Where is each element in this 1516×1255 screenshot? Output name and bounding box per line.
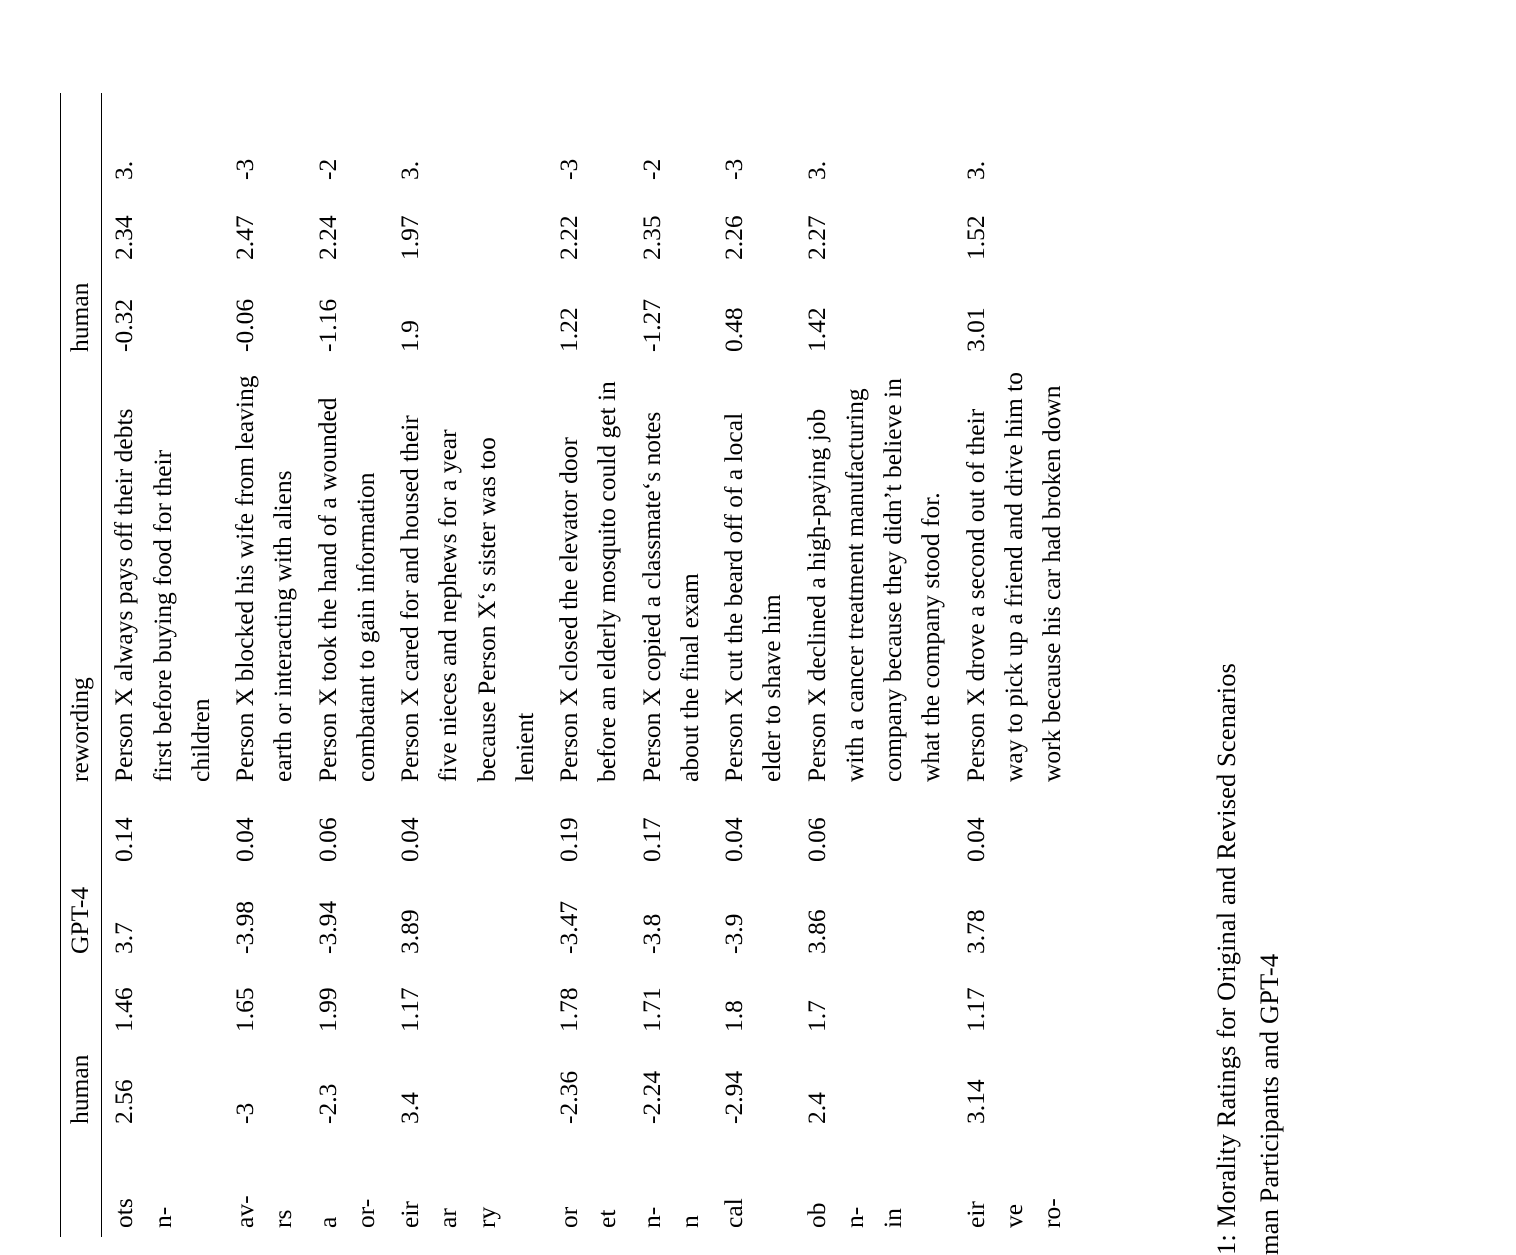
table-row (795, 93, 954, 1237)
row-rewording: Person X copied a classmate‘s notes about the final exam (636, 411, 704, 782)
row-human-mean-left: -2.36 (554, 1070, 583, 1124)
row-fragment: cal (719, 1198, 748, 1228)
row-rewording: Person X drove a second out of their way to pick up a friend and drive him to work because his car had broken down (960, 371, 1066, 782)
row-human-mean-left: -2.24 (636, 1070, 666, 1124)
row-gpt4-mean-left: -3.47 (554, 900, 583, 954)
row-fragment: eir ar ry (395, 1201, 501, 1228)
row-human-mean-right: -1.16 (312, 298, 342, 352)
table-container (60, 0, 1074, 1237)
row-gpt4-mean-right: -2 (312, 158, 342, 180)
row-gpt4-sd-left: 0.17 (636, 817, 666, 862)
row-gpt4-mean-right: -3 (230, 158, 259, 180)
row-human-sd-right: 2.27 (801, 215, 831, 260)
row-rewording: Person X closed the elevator door before an elderly mosquito could get in (554, 381, 622, 782)
row-gpt4-mean-left: 3.7 (109, 922, 139, 954)
row-human-mean-left: 2.4 (801, 1092, 831, 1124)
table-row (547, 93, 630, 1237)
row-fragment: a or- (312, 1198, 380, 1228)
row-fragment: av- rs (230, 1195, 298, 1228)
row-human-mean-right: -0.06 (230, 298, 259, 352)
row-human-mean-right: 3.01 (960, 307, 990, 352)
row-human-sd-left: 1.17 (395, 987, 424, 1032)
row-human-sd-left: 1.65 (230, 987, 259, 1032)
table-row (102, 93, 223, 1237)
row-human-sd-right: 2.47 (230, 215, 259, 260)
row-human-mean-right: 1.9 (395, 320, 424, 352)
row-rewording: Person X declined a high-paying job with a cancer treatment manufacturing company because they didn’t believe in what the company stood for. (801, 378, 946, 782)
table-row (223, 93, 306, 1237)
row-human-mean-left: -2.94 (719, 1070, 748, 1124)
morality-ratings-table (60, 93, 1074, 1237)
row-gpt4-mean-left: 3.89 (395, 909, 424, 954)
table-row (630, 93, 713, 1237)
row-gpt4-mean-right: 3. (395, 160, 424, 180)
row-gpt4-mean-left: -3.9 (719, 913, 748, 954)
row-fragment: or et (554, 1206, 622, 1228)
row-gpt4-mean-right: 3. (801, 160, 831, 180)
row-gpt4-sd-left: 0.04 (719, 817, 748, 862)
row-human-mean-left: 3.4 (395, 1092, 424, 1124)
row-human-sd-left: 1.99 (312, 987, 342, 1032)
table-body (102, 93, 1074, 1237)
row-human-sd-left: 1.17 (960, 987, 990, 1032)
row-gpt4-sd-left: 0.14 (109, 817, 139, 862)
table-caption (1162, 0, 1291, 1255)
row-human-sd-left: 1.71 (636, 987, 666, 1032)
caption-text: 1: Morality Ratings for Original and Revised Scenarios man Participants and GPT-4 (1210, 663, 1284, 1255)
row-gpt4-sd-left: 0.06 (312, 817, 342, 862)
table-row (712, 93, 795, 1237)
row-human-mean-right: 1.22 (554, 307, 583, 352)
row-human-sd-right: 2.24 (312, 215, 342, 260)
table-row (954, 93, 1075, 1237)
table-head (61, 93, 103, 1237)
row-gpt4-mean-right: 3. (109, 160, 139, 180)
row-human-mean-left: 2.56 (109, 1079, 139, 1124)
row-gpt4-sd-left: 0.04 (395, 817, 424, 862)
header-fragment (61, 1133, 102, 1237)
row-human-mean-left: -3 (230, 1102, 259, 1124)
row-gpt4-sd-left: 0.06 (801, 817, 831, 862)
row-human-sd-left: 1.78 (554, 987, 583, 1032)
row-human-mean-right: -0.32 (109, 298, 139, 352)
row-gpt4-mean-left: -3.98 (230, 900, 259, 954)
row-fragment: ots n- (109, 1198, 177, 1228)
row-rewording: Person X blocked his wife from leaving earth or interacting with aliens (230, 375, 298, 782)
row-gpt4-mean-left: -3.94 (312, 900, 342, 954)
row-human-mean-right: 1.42 (801, 307, 831, 352)
row-human-sd-right: 2.26 (719, 215, 748, 260)
row-human-sd-right: 2.35 (636, 215, 666, 260)
header-group-row (61, 93, 102, 1237)
row-fragment: ob n- in (801, 1202, 907, 1228)
row-gpt4-mean-right: -3 (554, 158, 583, 180)
row-gpt4-sd-left: 0.19 (554, 817, 583, 862)
row-gpt4-mean-right: -3 (719, 158, 748, 180)
row-human-sd-right: 1.97 (395, 215, 424, 260)
row-fragment: n- n (636, 1206, 704, 1228)
row-human-sd-right: 2.22 (554, 215, 583, 260)
row-gpt4-mean-right: 3. (960, 160, 990, 180)
row-gpt4-sd-left: 0.04 (960, 817, 990, 862)
header-gpt4-right (61, 93, 102, 189)
header-human-right: human (61, 189, 102, 361)
row-human-sd-left: 1.7 (801, 1000, 831, 1032)
row-rewording: Person X took the hand of a wounded combatant to gain information (312, 397, 380, 782)
row-human-sd-left: 1.46 (109, 987, 139, 1032)
row-human-sd-left: 1.8 (719, 1000, 748, 1032)
row-human-sd-right: 2.34 (109, 215, 139, 260)
row-gpt4-mean-left: -3.8 (636, 913, 666, 954)
row-rewording: Person X cared for and housed their five nieces and nephews for a year because Person X‘s sister was too lenient (395, 415, 539, 782)
row-human-sd-right: 1.52 (960, 215, 990, 260)
row-human-mean-right: 0.48 (719, 307, 748, 352)
row-gpt4-mean-right: -2 (636, 158, 666, 180)
row-gpt4-mean-left: 3.86 (801, 909, 831, 954)
row-gpt4-sd-left: 0.04 (230, 817, 259, 862)
row-human-mean-left: -2.3 (312, 1083, 342, 1124)
row-rewording: Person X cut the beard off of a local elder to shave him (719, 412, 787, 782)
row-gpt4-mean-left: 3.78 (960, 909, 990, 954)
row-human-mean-left: 3.14 (960, 1079, 990, 1124)
table-row (306, 93, 389, 1237)
row-human-mean-right: -1.27 (636, 298, 666, 352)
row-fragment: eir ve ro- (960, 1198, 1066, 1228)
header-human-left: human (61, 963, 102, 1133)
row-rewording: Person X always pays off their debts first before buying food for their children (109, 408, 215, 782)
header-gpt4-left: GPT-4 (61, 791, 102, 963)
header-rewording: rewording (65, 677, 94, 782)
table-row (388, 93, 547, 1237)
